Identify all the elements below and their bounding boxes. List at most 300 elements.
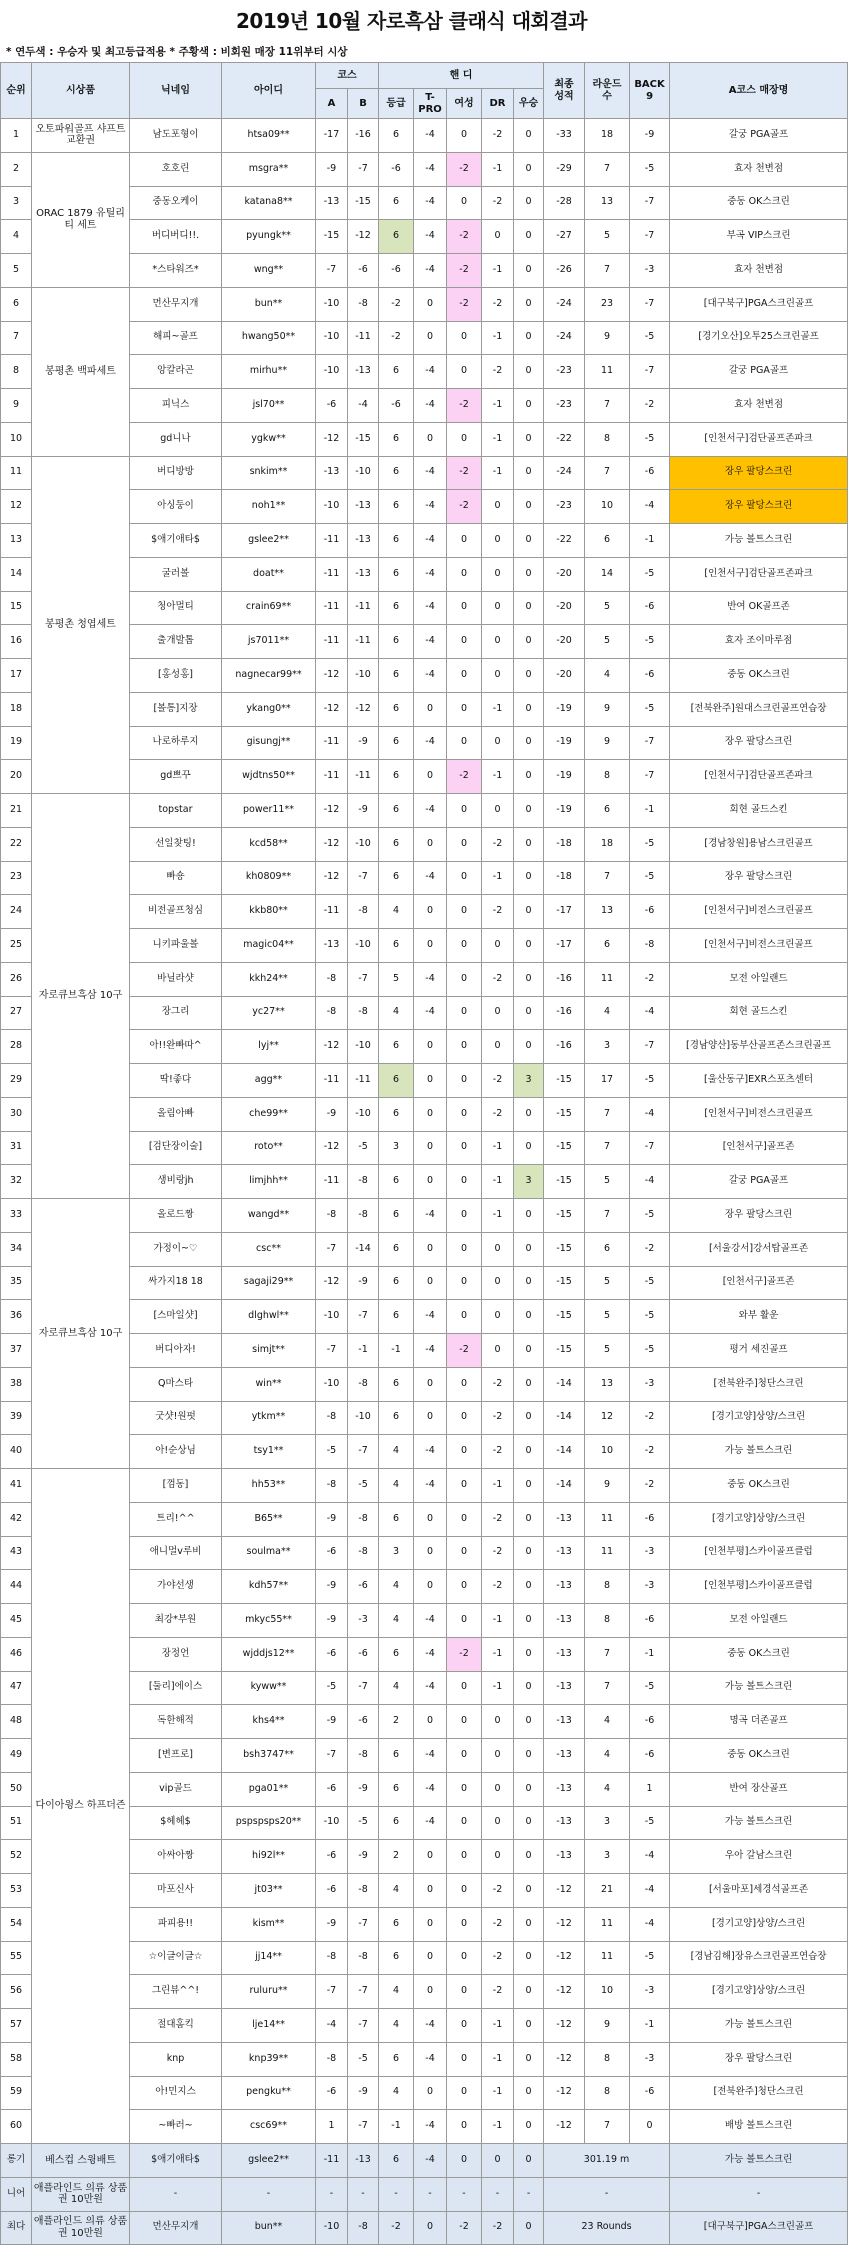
grade-cell: -2 (379, 287, 414, 321)
table-row (1, 1469, 848, 1503)
id-cell: tsy1** (222, 1435, 316, 1469)
win-cell: 0 (514, 524, 544, 558)
rounds-cell: 12 (585, 1401, 630, 1435)
nickname-cell: topstar (130, 794, 222, 828)
course-b-cell: -15 (348, 186, 379, 220)
course-b-cell: -8 (348, 1199, 379, 1233)
rank-cell: 38 (1, 1367, 32, 1401)
win-cell: 0 (514, 2110, 544, 2144)
tpro-cell: -4 (414, 355, 447, 389)
dr-cell: -1 (482, 1671, 514, 1705)
female-cell: - (447, 2177, 482, 2211)
female-cell: 0 (447, 591, 482, 625)
course-b-cell: -6 (348, 1705, 379, 1739)
female-cell: 0 (447, 355, 482, 389)
dr-cell: 0 (482, 625, 514, 659)
final-score-cell: -15 (544, 1266, 585, 1300)
rank-cell: 18 (1, 692, 32, 726)
final-score-cell: -13 (544, 1637, 585, 1671)
rank-cell: 36 (1, 1300, 32, 1334)
dr-cell: -1 (482, 321, 514, 355)
tpro-cell: -4 (414, 794, 447, 828)
tpro-cell: -4 (414, 152, 447, 186)
rounds-cell: 9 (585, 1469, 630, 1503)
rank-cell: 31 (1, 1131, 32, 1165)
rounds-cell: 10 (585, 490, 630, 524)
store-cell: 부곡 VIP스크린 (670, 220, 848, 254)
tpro-cell: -4 (414, 1806, 447, 1840)
female-cell: -2 (447, 389, 482, 423)
dr-cell: 0 (482, 1300, 514, 1334)
rank-cell: 52 (1, 1840, 32, 1874)
grade-cell: 6 (379, 456, 414, 490)
header-handicap: 핸 디 (379, 63, 544, 89)
course-b-cell: -8 (348, 287, 379, 321)
rank-cell: 27 (1, 996, 32, 1030)
grade-cell: 6 (379, 524, 414, 558)
id-cell: js7011** (222, 625, 316, 659)
rank-cell: 34 (1, 1232, 32, 1266)
dr-cell: 0 (482, 996, 514, 1030)
id-cell: kyww** (222, 1671, 316, 1705)
rounds-cell: 7 (585, 1131, 630, 1165)
back9-cell: -2 (630, 962, 670, 996)
award-label-cell: 롱기 (1, 2144, 32, 2178)
back9-cell: 0 (630, 2110, 670, 2144)
course-b-cell: -10 (348, 827, 379, 861)
female-cell: 0 (447, 1975, 482, 2009)
final-score-cell: -17 (544, 929, 585, 963)
back9-cell: -5 (630, 692, 670, 726)
female-cell: 0 (447, 1907, 482, 1941)
id-cell: kdh57** (222, 1570, 316, 1604)
store-cell: 효자 천변점 (670, 389, 848, 423)
rank-cell: 44 (1, 1570, 32, 1604)
rounds-cell: 18 (585, 119, 630, 153)
female-cell: 0 (447, 2076, 482, 2110)
id-cell: yc27** (222, 996, 316, 1030)
rank-cell: 7 (1, 321, 32, 355)
back9-cell: -7 (630, 355, 670, 389)
nickname-cell: [껌동] (130, 1469, 222, 1503)
table-row (1, 794, 848, 828)
final-score-cell: -13 (544, 1671, 585, 1705)
store-cell: [인천서구]골프존 (670, 1266, 848, 1300)
win-cell: 0 (514, 827, 544, 861)
back9-cell: -6 (630, 591, 670, 625)
store-cell: [인천부평]스카이골프클럽 (670, 1570, 848, 1604)
store-cell: [울산동구]EXR스포츠센터 (670, 1064, 848, 1098)
back9-cell: -8 (630, 929, 670, 963)
back9-cell: -6 (630, 1739, 670, 1773)
nickname-cell: 청아멀티 (130, 591, 222, 625)
tpro-cell: -4 (414, 1671, 447, 1705)
rank-cell: 2 (1, 152, 32, 186)
nickname-cell: knp (130, 2042, 222, 2076)
final-score-cell: -17 (544, 895, 585, 929)
store-cell: 장우 팔당스크린 (670, 861, 848, 895)
store-cell: 가능 볼트스크린 (670, 2009, 848, 2043)
final-score-cell: -22 (544, 524, 585, 558)
id-cell: wangd** (222, 1199, 316, 1233)
win-cell: 0 (514, 1469, 544, 1503)
course-b-cell: -11 (348, 760, 379, 794)
nickname-cell: Q마스타 (130, 1367, 222, 1401)
course-a-cell: -10 (316, 1367, 348, 1401)
nickname-cell: 출개발톱 (130, 625, 222, 659)
rank-cell: 46 (1, 1637, 32, 1671)
rounds-cell: 3 (585, 1030, 630, 1064)
final-score-cell: -12 (544, 2076, 585, 2110)
nickname-cell: 장그리 (130, 996, 222, 1030)
grade-cell: 6 (379, 861, 414, 895)
final-score-cell: -16 (544, 996, 585, 1030)
tpro-cell: 0 (414, 321, 447, 355)
tpro-cell: -4 (414, 996, 447, 1030)
grade-cell: -6 (379, 152, 414, 186)
course-a-cell: -10 (316, 321, 348, 355)
grade-cell: 4 (379, 1469, 414, 1503)
nickname-cell: [둘리]에이스 (130, 1671, 222, 1705)
grade-cell: 6 (379, 1739, 414, 1773)
nickname-cell: 독한해적 (130, 1705, 222, 1739)
win-cell: 0 (514, 389, 544, 423)
rank-cell: 24 (1, 895, 32, 929)
final-score-cell: -12 (544, 2110, 585, 2144)
dr-cell: 0 (482, 1739, 514, 1773)
store-cell: 장우 팔당스크린 (670, 2042, 848, 2076)
female-cell: 0 (447, 625, 482, 659)
store-cell: 효자 천변점 (670, 152, 848, 186)
course-b-cell: -10 (348, 456, 379, 490)
tpro-cell: 0 (414, 895, 447, 929)
grade-cell: 6 (379, 726, 414, 760)
store-cell: 배방 볼트스크린 (670, 2110, 848, 2144)
course-a-cell: -9 (316, 1097, 348, 1131)
id-cell: bun** (222, 287, 316, 321)
id-cell: win** (222, 1367, 316, 1401)
rank-cell: 60 (1, 2110, 32, 2144)
course-a-cell: -10 (316, 1806, 348, 1840)
win-cell: 0 (514, 1739, 544, 1773)
store-cell: 반여 OK골프존 (670, 591, 848, 625)
course-b-cell: -8 (348, 1874, 379, 1908)
rank-cell: 10 (1, 422, 32, 456)
grade-cell: -6 (379, 389, 414, 423)
header-grade: 등급 (379, 89, 414, 119)
id-cell: kkh24** (222, 962, 316, 996)
win-cell: 0 (514, 186, 544, 220)
course-a-cell: -6 (316, 2076, 348, 2110)
tpro-cell: -4 (414, 1334, 447, 1368)
id-cell: kkb80** (222, 895, 316, 929)
final-score-cell: -23 (544, 490, 585, 524)
tpro-cell: -4 (414, 2144, 447, 2178)
win-cell: 0 (514, 1570, 544, 1604)
course-a-cell: -13 (316, 456, 348, 490)
tpro-cell: -4 (414, 186, 447, 220)
nickname-cell: - (130, 2177, 222, 2211)
tpro-cell: -4 (414, 1604, 447, 1638)
store-cell: [경남창원]용남스크린골프 (670, 827, 848, 861)
course-a-cell: -5 (316, 1435, 348, 1469)
win-cell: 0 (514, 1604, 544, 1638)
grade-cell: 6 (379, 490, 414, 524)
grade-cell: 6 (379, 1502, 414, 1536)
course-a-cell: -10 (316, 355, 348, 389)
win-cell: 0 (514, 1806, 544, 1840)
grade-cell: 6 (379, 1637, 414, 1671)
rank-cell: 48 (1, 1705, 32, 1739)
id-cell: dlghwl** (222, 1300, 316, 1334)
nickname-cell: 가야선생 (130, 1570, 222, 1604)
course-a-cell: -8 (316, 1199, 348, 1233)
female-cell: 0 (447, 321, 482, 355)
tpro-cell: 0 (414, 1232, 447, 1266)
store-cell: 중동 OK스크린 (670, 659, 848, 693)
dr-cell: -1 (482, 861, 514, 895)
rounds-cell: 7 (585, 1199, 630, 1233)
female-cell: 0 (447, 1941, 482, 1975)
dr-cell: 0 (482, 794, 514, 828)
store-cell: [인천부평]스카이골프클럽 (670, 1536, 848, 1570)
course-b-cell: -5 (348, 2042, 379, 2076)
dr-cell: 0 (482, 659, 514, 693)
rounds-cell: 6 (585, 794, 630, 828)
award-summary-cell: - (544, 2177, 670, 2211)
special-award-row (1, 2211, 848, 2245)
back9-cell: -5 (630, 1266, 670, 1300)
course-b-cell: -16 (348, 119, 379, 153)
course-b-cell: -9 (348, 794, 379, 828)
course-b-cell: -9 (348, 1840, 379, 1874)
female-cell: 0 (447, 996, 482, 1030)
final-score-cell: -20 (544, 659, 585, 693)
win-cell: 0 (514, 1975, 544, 2009)
win-cell: 0 (514, 1435, 544, 1469)
grade-cell: 3 (379, 1536, 414, 1570)
final-score-cell: -14 (544, 1469, 585, 1503)
award-prize-cell: 애플라인드 의류 상품권 10만원 (32, 2211, 130, 2245)
id-cell: pspspsps20** (222, 1806, 316, 1840)
win-cell: 0 (514, 2211, 544, 2245)
nickname-cell: [스마일샷] (130, 1300, 222, 1334)
course-b-cell: -10 (348, 1401, 379, 1435)
course-b-cell: -4 (348, 389, 379, 423)
rounds-cell: 14 (585, 557, 630, 591)
store-cell: 모전 아일랜드 (670, 1604, 848, 1638)
rank-cell: 15 (1, 591, 32, 625)
store-cell: [경기고양]상양/스크린 (670, 1502, 848, 1536)
female-cell: 0 (447, 861, 482, 895)
tpro-cell: - (414, 2177, 447, 2211)
rank-cell: 40 (1, 1435, 32, 1469)
female-cell: -2 (447, 220, 482, 254)
tpro-cell: -4 (414, 1637, 447, 1671)
rounds-cell: 13 (585, 1367, 630, 1401)
rank-cell: 58 (1, 2042, 32, 2076)
id-cell: hi92l** (222, 1840, 316, 1874)
course-b-cell: -8 (348, 1536, 379, 1570)
rounds-cell: 13 (585, 895, 630, 929)
rank-cell: 53 (1, 1874, 32, 1908)
course-b-cell: -7 (348, 2009, 379, 2043)
id-cell: magic04** (222, 929, 316, 963)
grade-cell: 4 (379, 996, 414, 1030)
tpro-cell: 0 (414, 422, 447, 456)
win-cell: 0 (514, 794, 544, 828)
tpro-cell: 0 (414, 929, 447, 963)
course-a-cell: -6 (316, 1874, 348, 1908)
back9-cell: -7 (630, 287, 670, 321)
grade-cell: -1 (379, 2110, 414, 2144)
female-cell: 0 (447, 1367, 482, 1401)
id-cell: kism** (222, 1907, 316, 1941)
win-cell: 0 (514, 1705, 544, 1739)
rounds-cell: 8 (585, 2076, 630, 2110)
final-score-cell: -14 (544, 1401, 585, 1435)
header-back9: BACK 9 (630, 63, 670, 119)
tpro-cell: 0 (414, 1502, 447, 1536)
final-score-cell: -12 (544, 2042, 585, 2076)
rank-cell: 12 (1, 490, 32, 524)
back9-cell: -7 (630, 760, 670, 794)
rounds-cell: 6 (585, 1232, 630, 1266)
store-cell: [경남김해]장유스크린골프연습장 (670, 1941, 848, 1975)
store-cell: 중동 OK스크린 (670, 1637, 848, 1671)
back9-cell: -2 (630, 1435, 670, 1469)
nickname-cell: 애니멀v루비 (130, 1536, 222, 1570)
dr-cell: 0 (482, 220, 514, 254)
store-cell: [경기고양]상양/스크린 (670, 1975, 848, 2009)
tpro-cell: 0 (414, 1131, 447, 1165)
store-cell: 우아 갈남스크린 (670, 1840, 848, 1874)
back9-cell: -5 (630, 625, 670, 659)
nickname-cell: 남도포형이 (130, 119, 222, 153)
final-score-cell: -13 (544, 1739, 585, 1773)
store-cell: 반여 장산골프 (670, 1772, 848, 1806)
dr-cell: 0 (482, 524, 514, 558)
final-score-cell: -12 (544, 1941, 585, 1975)
female-cell: 0 (447, 1266, 482, 1300)
back9-cell: -3 (630, 1536, 670, 1570)
tpro-cell: -4 (414, 2110, 447, 2144)
id-cell: mkyc55** (222, 1604, 316, 1638)
page-title: 2019년 10월 자로흑삼 클래식 대회결과 (235, 9, 587, 33)
back9-cell: -6 (630, 2076, 670, 2110)
dr-cell: 0 (482, 1334, 514, 1368)
final-score-cell: -15 (544, 1165, 585, 1199)
nickname-cell: 올림아빠 (130, 1097, 222, 1131)
win-cell: 0 (514, 726, 544, 760)
win-cell: 0 (514, 760, 544, 794)
back9-cell: -1 (630, 794, 670, 828)
course-a-cell: -9 (316, 1502, 348, 1536)
course-a-cell: -6 (316, 389, 348, 423)
back9-cell: -4 (630, 490, 670, 524)
prize-cell: 자로큐브흑삼 10구 (32, 1199, 130, 1469)
nickname-cell: $헤헤$ (130, 1806, 222, 1840)
female-cell: 0 (447, 692, 482, 726)
final-score-cell: -14 (544, 1435, 585, 1469)
course-a-cell: -9 (316, 1705, 348, 1739)
store-cell: 회현 골드스킨 (670, 794, 848, 828)
course-a-cell: -8 (316, 996, 348, 1030)
store-cell: 장우 팔당스크린 (670, 456, 848, 490)
back9-cell: -4 (630, 1874, 670, 1908)
female-cell: 0 (447, 1806, 482, 1840)
course-a-cell: -10 (316, 490, 348, 524)
female-cell: 0 (447, 929, 482, 963)
win-cell: 3 (514, 1165, 544, 1199)
final-score-cell: -24 (544, 287, 585, 321)
dr-cell: 0 (482, 1806, 514, 1840)
female-cell: 0 (447, 1604, 482, 1638)
final-score-cell: -24 (544, 321, 585, 355)
grade-cell: 6 (379, 557, 414, 591)
id-cell: che99** (222, 1097, 316, 1131)
tpro-cell: -4 (414, 1435, 447, 1469)
final-score-cell: -15 (544, 1300, 585, 1334)
final-score-cell: -13 (544, 1536, 585, 1570)
rank-cell: 3 (1, 186, 32, 220)
back9-cell: -3 (630, 1975, 670, 2009)
win-cell: 0 (514, 2009, 544, 2043)
tpro-cell: 0 (414, 1064, 447, 1098)
back9-cell: -1 (630, 524, 670, 558)
nickname-cell: 먼산무지개 (130, 287, 222, 321)
rounds-cell: 10 (585, 1435, 630, 1469)
win-cell: 0 (514, 929, 544, 963)
back9-cell: -5 (630, 1064, 670, 1098)
rounds-cell: 6 (585, 524, 630, 558)
dr-cell: -2 (482, 119, 514, 153)
grade-cell: 6 (379, 625, 414, 659)
back9-cell: -6 (630, 895, 670, 929)
tpro-cell: -4 (414, 591, 447, 625)
id-cell: bsh3747** (222, 1739, 316, 1773)
rank-cell: 22 (1, 827, 32, 861)
nickname-cell: 아!순상님 (130, 1435, 222, 1469)
nickname-cell: *스타워즈* (130, 254, 222, 288)
header-dr: DR (482, 89, 514, 119)
course-a-cell: -11 (316, 1165, 348, 1199)
store-cell: 효자 조이마루점 (670, 625, 848, 659)
rank-cell: 35 (1, 1266, 32, 1300)
store-cell: [경기오산]오투25스크린골프 (670, 321, 848, 355)
back9-cell: -5 (630, 152, 670, 186)
rounds-cell: 11 (585, 962, 630, 996)
female-cell: 0 (447, 1840, 482, 1874)
final-score-cell: -18 (544, 827, 585, 861)
rank-cell: 17 (1, 659, 32, 693)
rank-cell: 21 (1, 794, 32, 828)
nickname-cell: 앙칼라곤 (130, 355, 222, 389)
store-cell: [서울마포]세경석골프존 (670, 1874, 848, 1908)
dr-cell: 0 (482, 1030, 514, 1064)
final-score-cell: -13 (544, 1570, 585, 1604)
store-cell: 가능 볼트스크린 (670, 1671, 848, 1705)
nickname-cell: 버디방방 (130, 456, 222, 490)
win-cell: 0 (514, 1772, 544, 1806)
course-b-cell: -6 (348, 1570, 379, 1604)
course-a-cell: -12 (316, 1030, 348, 1064)
course-b-cell: -10 (348, 1097, 379, 1131)
rank-cell: 28 (1, 1030, 32, 1064)
rounds-cell: 11 (585, 1536, 630, 1570)
store-cell: 장우 팔당스크린 (670, 1199, 848, 1233)
win-cell: 0 (514, 1097, 544, 1131)
